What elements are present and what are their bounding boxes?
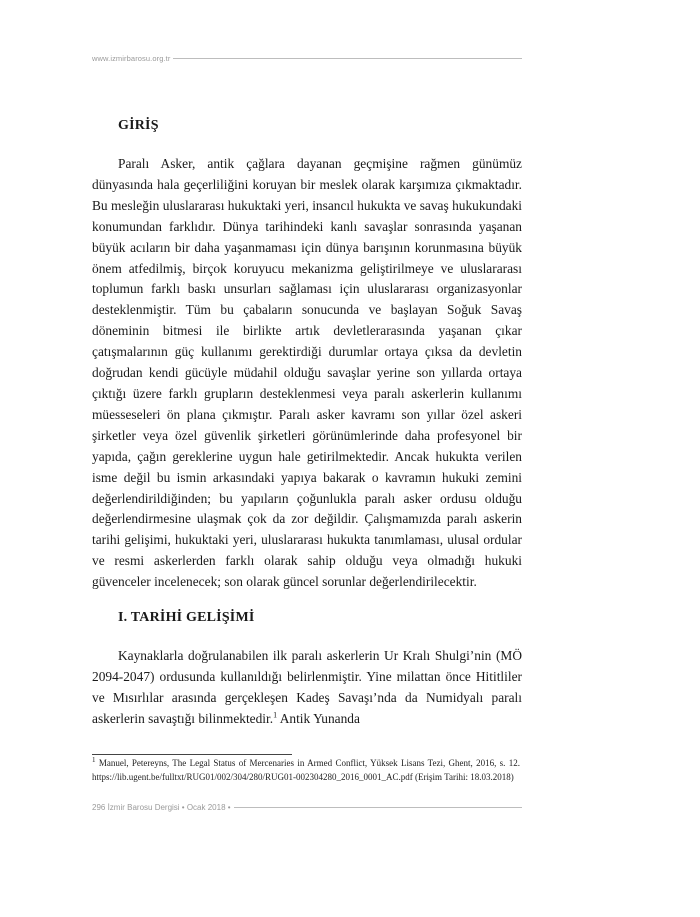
footnote-text: Manuel, Petereyns, The Legal Status of Mercenaries in Armed Conflict, Yüksek Lisans Tezi, Ghent, 2016, s. 12. https://lib.ugent.be/fulltxt/RUG01/002/304/280/RUG01-002304280_2016_0001_AC.pdf (Erişim Tarihi: 18.03.2018)	[92, 758, 521, 782]
footnote	[92, 757, 520, 784]
header-url: www.izmirbarosu.org.tr	[92, 53, 171, 63]
footer-rule	[234, 807, 522, 808]
intro-paragraph: Paralı Asker, antik çağlara dayanan geçmişine rağmen günümüz dünyasında hala geçerliliğini koruyan bir meslek olarak karşımıza çıkmaktadır. Bu mesleğin uluslararası hukuktaki yeri, insancıl hukukta ve savaş hukukundaki konumundan farklıdır. Dünya tarihindeki kanlı savaşlar sonrasında yaşanan büyük acıların bir daha yaşanmaması için dünya barışının korunmasına büyük önem atfedilmiş, birçok koruyucu mekanizma geliştirilmeye ve uluslararası toplumun farklı baskı unsurları sağlaması için uluslararası organizasyonlar desteklenmiştir. Tüm bu çabaların sonucunda ve başlayan Soğuk Savaş döneminin bitmesi ile birlikte artık devletlerarasında yaşanan çıkar çatışmalarının güç kullanımı gerektirdiği durumlar ortaya çıksa da devletin doğrudan kendi gücüyle müdahil olduğu savaşlar yerine son yıllarda ortaya çıktığı üzere farklı grupların desteklenmesi veya paralı askerlerin kullanımı müesseseleri ön plana çıkmıştır. Paralı asker kavramı son yıllar özel askeri şirketler veya özel güvenlik şirketleri görünümlerinde daha profesyonel bir yapıda, çağın gereklerine uygun hale getirilmektedir. Ancak hukukta verilen isme değil bu ismin arkasındaki yapıya bakarak o kavramın hukuki zemini değerlendirildiğinden; bu yapıların çoğunlukla paralı asker ordusu olduğu değerlendirmesine ulaşmak çok da zor değildir. Çalışmamızda paralı askerin tarihi gelişimi, hukuktaki yeri, uluslararası hukukta tanımlaması, ulusal ordular ve resmi askerlerden farklı olarak sahip olduğu veya olmadığı hukuki güvenceler incelenecek; son olarak güncel sorunlar değerlendirilecektir.	[92, 156, 522, 590]
footnote-number: 1	[92, 756, 96, 764]
footnote-reference[interactable]: 1	[273, 710, 278, 720]
page-header	[92, 52, 522, 64]
footer-text: 296 İzmir Barosu Dergisi • Ocak 2018 •	[92, 802, 231, 812]
history-paragraph	[92, 646, 522, 730]
history-paragraph-text: Kaynaklarla doğrulanabilen ilk paralı askerlerin Ur Kralı Shulgi’nin (MÖ 2094-2047) ordusunda kullanıldığı belirlenmiştir. Yine milattan önce Hititliler ve Mısırlılar arasında gerçekleşen Kadeş Savaşı’nda da Numidyalı paralı askerlerin savaştığı bilinmektedir.	[92, 648, 522, 726]
page-footer	[92, 801, 522, 813]
history-paragraph-continuation: Antik Yunanda	[277, 710, 360, 726]
footnote-separator	[92, 754, 292, 755]
article-body	[92, 118, 522, 730]
section-heading-intro: GİRİŞ	[118, 118, 159, 133]
header-rule	[173, 58, 522, 59]
section-heading-history: I. TARİHİ GELİŞİMİ	[118, 610, 255, 626]
